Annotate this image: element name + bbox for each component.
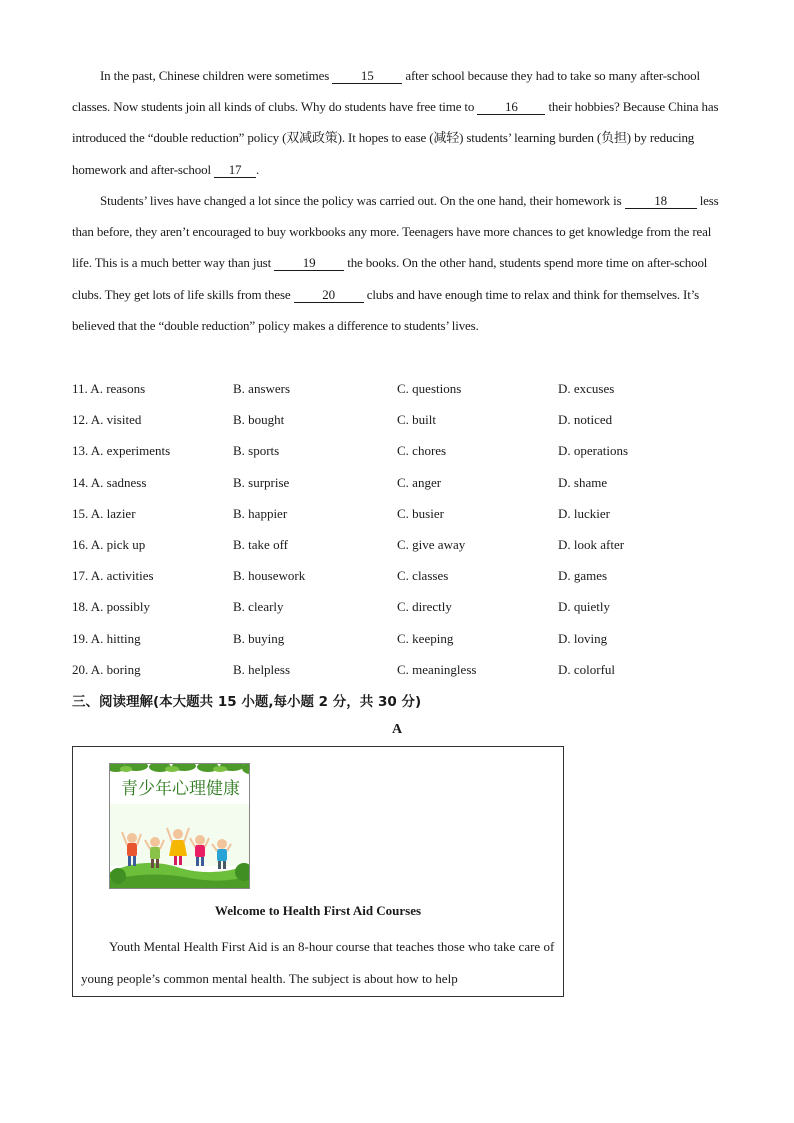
passage-body	[81, 931, 555, 995]
option-c: C. anger	[397, 474, 442, 490]
option-d: D. colorful	[558, 661, 616, 677]
option-b: B. housework	[233, 568, 306, 584]
option-a: 12. A. visited	[72, 412, 142, 428]
blank-18: 18	[625, 194, 697, 209]
passage-heading: Welcome to Health First Aid Courses	[214, 903, 422, 918]
option-d: D. luckier	[558, 505, 610, 521]
section-title: 三、阅读理解(本大题共 15 小题,每小题 2 分，共 30 分)	[72, 694, 422, 710]
blank-19: 19	[274, 256, 344, 271]
passage-text: In the past, Chinese children were sometimes	[100, 68, 333, 83]
passage-text: Students’ lives have changed a lot since the policy was carried out. On the one hand, their homework is	[100, 193, 625, 208]
option-row	[72, 373, 724, 404]
option-d: D. games	[558, 568, 608, 584]
passage-paragraph-1	[72, 60, 724, 185]
option-row	[72, 404, 724, 435]
option-b: B. sports	[233, 443, 280, 459]
passage-text: their hobbies? Because China has introduced the “double reduction” policy (双减政策). It hopes to ease (减轻) students’ learning burden (负担) by reducing homework and after-school	[72, 99, 719, 177]
passage-text: .	[256, 161, 260, 177]
option-c: C. classes	[397, 568, 449, 584]
option-c: C. directly	[397, 599, 452, 615]
passage-text: after school because they had to take so many after-school classes. Now students join all kinds of clubs. Why do students have free time to	[72, 68, 700, 115]
option-b: B. happier	[233, 505, 288, 521]
option-a: 16. A. pick up	[72, 536, 146, 552]
option-d: D. look after	[558, 536, 625, 552]
option-b: B. clearly	[233, 599, 284, 615]
blank-16: 16	[477, 100, 545, 115]
option-a: 13. A. experiments	[72, 443, 171, 459]
option-a: 11. A. reasons	[72, 381, 146, 396]
option-d: D. quietly	[558, 599, 610, 615]
option-d: D. operations	[558, 443, 629, 459]
option-d: D. shame	[558, 474, 608, 490]
passage-paragraph-2	[72, 185, 724, 341]
option-c: C. meaningless	[397, 661, 477, 677]
blank-17: 17	[214, 163, 256, 178]
option-c: C. chores	[397, 443, 447, 459]
option-b: B. helpless	[233, 661, 291, 677]
option-b: B. buying	[233, 630, 285, 646]
option-c: C. busier	[397, 505, 444, 521]
option-a: 20. A. boring	[72, 661, 141, 677]
option-row	[72, 498, 724, 529]
option-row	[72, 467, 724, 498]
reading-passage-box	[72, 746, 564, 997]
option-a: 19. A. hitting	[72, 630, 141, 646]
poster-image	[109, 763, 250, 889]
option-a: 18. A. possibly	[72, 599, 151, 615]
passage-body-text: Youth Mental Health First Aid is an 8-hour course that teaches those who take care of young people’s common mental health. The subject is about how to help	[81, 939, 555, 986]
option-c: C. give away	[397, 536, 466, 552]
option-row	[72, 591, 724, 622]
option-row	[72, 435, 724, 466]
blank-15: 15	[332, 69, 402, 84]
option-b: B. take off	[233, 536, 288, 552]
passage-text: the books. On the other hand, students spend more time on after-school clubs. They get lots of life skills from these	[72, 255, 708, 302]
option-a: 14. A. sadness	[72, 474, 147, 490]
option-d: D. excuses	[558, 381, 615, 396]
option-c: C. questions	[397, 381, 462, 396]
passage-label: A	[391, 722, 403, 737]
passage-text: less than before, they aren’t encouraged to buy workbooks any more. Teenagers have more chances to get knowledge from the real life. This is a much better way than just	[72, 193, 719, 271]
option-b: B. bought	[233, 412, 285, 428]
option-a: 15. A. lazier	[72, 505, 136, 521]
option-c: C. built	[397, 412, 437, 428]
option-c: C. keeping	[397, 630, 454, 646]
passage-text: clubs and have enough time to relax and think for themselves. It’s believed that the “double reduction” policy makes a difference to students’ lives.	[72, 286, 700, 333]
option-b: B. surprise	[233, 474, 290, 490]
option-row	[72, 560, 724, 591]
option-d: D. loving	[558, 630, 608, 646]
option-row	[72, 623, 724, 654]
blank-20: 20	[294, 288, 364, 303]
option-row	[72, 654, 724, 685]
option-row	[72, 529, 724, 560]
poster-title: 青少年心理健康	[121, 779, 240, 799]
option-d: D. noticed	[558, 412, 613, 428]
answer-options	[72, 373, 724, 685]
option-a: 17. A. activities	[72, 568, 154, 584]
option-b: B. answers	[233, 381, 291, 396]
